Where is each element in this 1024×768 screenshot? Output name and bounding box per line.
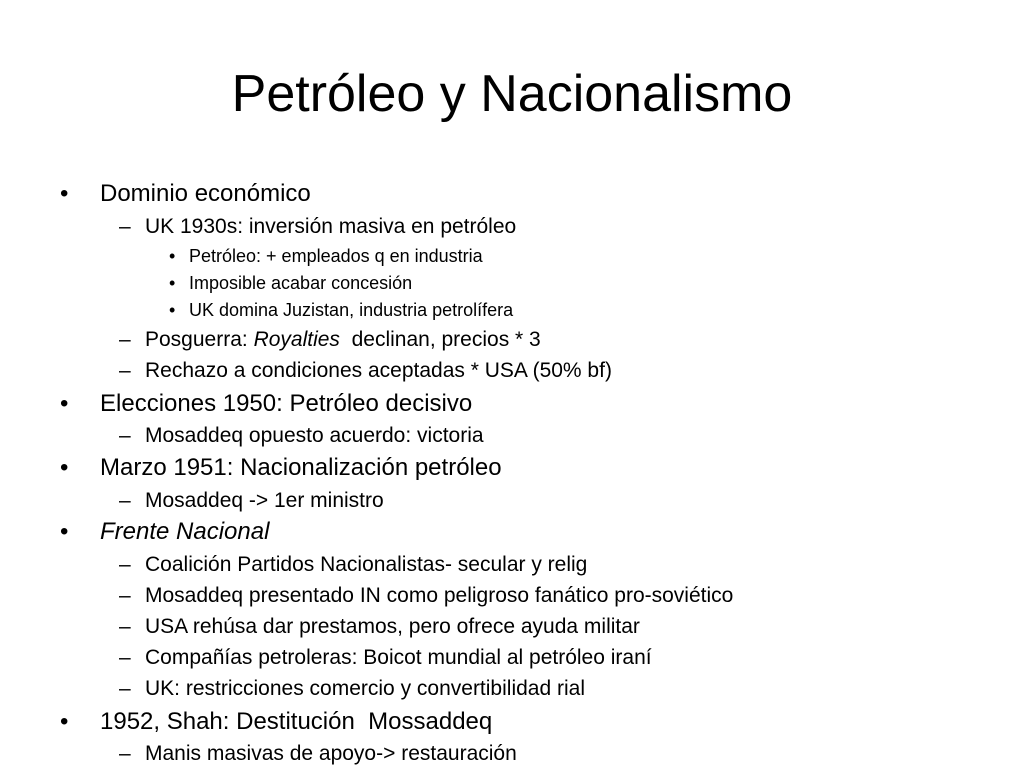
dash-marker: – [119,489,131,512]
bullet-marker: • [60,518,69,545]
bullet-item: Elecciones 1950: Petróleo decisivo [100,390,473,417]
bullet-marker: • [60,454,69,481]
bullet-marker: • [60,180,69,207]
slide-title: Petróleo y Nacionalismo [231,65,793,123]
dash-marker: – [119,646,131,669]
sub-sub-item: Imposible acabar concesión [189,273,413,293]
bullet-item: Frente Nacional [100,518,270,545]
bullet-marker: • [60,708,69,735]
sub-item [145,327,541,352]
sub-bullet-marker: • [169,273,176,293]
sub-bullet-marker: • [169,300,176,320]
sub-item-italic-text: Royalties [253,328,340,351]
sub-item: Rechazo a condiciones aceptadas * USA (50% bf) [145,359,612,382]
sub-item: Mosaddeq opuesto acuerdo: victoria [145,424,484,447]
bullet-item: Marzo 1951: Nacionalización petróleo [100,454,502,481]
sub-item-text: declinan, precios * 3 [339,328,541,351]
sub-item: Manis masivas de apoyo-> restauración [145,742,517,765]
sub-item: UK 1930s: inversión masiva en petróleo [145,215,517,238]
bullet-item: Dominio económico [100,180,311,207]
dash-marker: – [119,328,131,351]
dash-marker: – [119,677,131,700]
dash-marker: – [119,359,131,382]
bullet-marker: • [60,390,69,417]
sub-item: Compañías petroleras: Boicot mundial al petróleo iraní [145,646,652,669]
bullet-item: 1952, Shah: Destitución Mossaddeq [100,708,493,735]
sub-item: UK: restricciones comercio y convertibilidad rial [145,677,585,700]
dash-marker: – [119,553,131,576]
dash-marker: – [119,584,131,607]
dash-marker: – [119,615,131,638]
sub-item-text: Posguerra: [145,328,254,351]
sub-sub-item: UK domina Juzistan, industria petrolífera [189,300,514,320]
dash-marker: – [119,742,131,765]
sub-item: Mosaddeq presentado IN como peligroso fanático pro-soviético [145,584,734,607]
sub-bullet-marker: • [169,246,176,266]
sub-item: Coalición Partidos Nacionalistas- secular y relig [145,553,588,576]
dash-marker: – [119,215,131,238]
sub-item: USA rehúsa dar prestamos, pero ofrece ayuda militar [145,615,640,638]
sub-sub-item: Petróleo: + empleados q en industria [189,246,483,266]
sub-item: Mosaddeq -> 1er ministro [145,489,384,512]
dash-marker: – [119,424,131,447]
